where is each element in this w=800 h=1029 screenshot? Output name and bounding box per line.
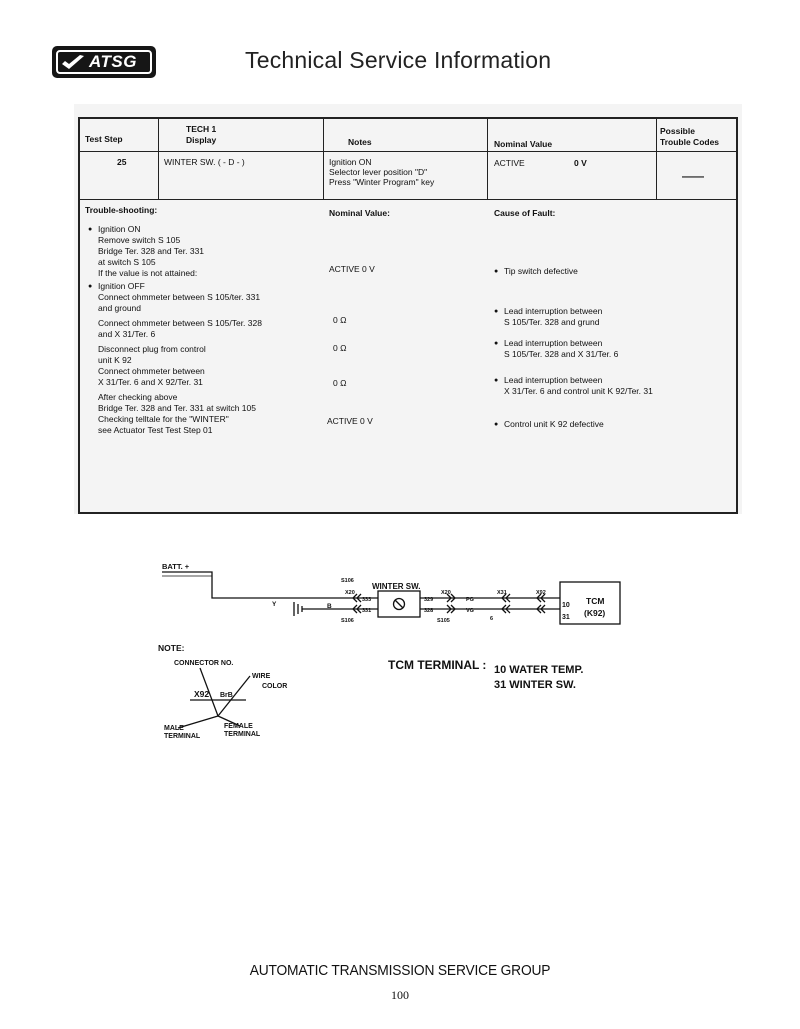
- cause-heading: Cause of Fault:: [494, 208, 556, 218]
- ts-line: Checking telltale for the "WINTER": [98, 414, 229, 424]
- wire-label: WIRE: [252, 673, 271, 680]
- row-note-3: Press "Winter Program" key: [329, 177, 435, 187]
- ts-line: and ground: [98, 303, 142, 313]
- note-leader: [178, 716, 218, 728]
- ts-line: X 31/Ter. 6 and X 92/Ter. 31: [98, 377, 203, 387]
- switch-indicator: [395, 600, 403, 608]
- pin-31: 31: [562, 614, 570, 621]
- ts-line: Connect ohmmeter between S 105/ter. 331: [98, 292, 261, 302]
- page-title: Technical Service Information: [245, 47, 552, 73]
- ts-line: Connect ohmmeter between: [98, 366, 205, 376]
- page-number: 100: [391, 988, 409, 1002]
- cause-line: S 105/Ter. 328 and grund: [504, 317, 600, 327]
- header-tech1: TECH 1: [186, 124, 217, 134]
- term-333: 333: [362, 597, 372, 603]
- ts-line: After checking above: [98, 392, 178, 402]
- tcm-label: TCM: [586, 596, 605, 606]
- s105-label: S105: [437, 618, 450, 624]
- term-6: 6: [490, 616, 494, 622]
- tcm-terminal-31: 31 WINTER SW.: [494, 679, 576, 691]
- brb-label: BrB: [220, 692, 233, 699]
- ts-line: at switch S 105: [98, 257, 156, 267]
- male-label: MALE: [164, 725, 184, 732]
- cause-line: ● Lead interruption between: [504, 306, 602, 317]
- ts-line: Bridge Ter. 328 and Ter. 331 at switch 105: [98, 403, 256, 413]
- nominal-value: 0 Ω: [333, 343, 347, 353]
- nominal-value: 0 Ω: [333, 378, 347, 388]
- logo-text: ATSG: [89, 52, 137, 71]
- troubleshooting-heading: Trouble-shooting:: [85, 205, 158, 215]
- wire-b-label: B: [327, 603, 332, 610]
- ts-line: If the value is not attained:: [98, 268, 198, 278]
- wire-vg: VG: [466, 608, 474, 614]
- x31-label: X31: [497, 590, 507, 596]
- header-possible: Possible: [660, 126, 695, 136]
- cause-line: X 31/Ter. 6 and control unit K 92/Ter. 31: [504, 386, 653, 396]
- nominal-value: 0 Ω: [333, 315, 347, 325]
- header-trouble-codes: Trouble Codes: [660, 137, 720, 147]
- cause-line: S 105/Ter. 328 and X 31/Ter. 6: [504, 349, 619, 359]
- ts-line: see Actuator Test Test Step 01: [98, 425, 213, 435]
- header-notes: Notes: [348, 137, 372, 147]
- ts-line: Remove switch S 105: [98, 235, 181, 245]
- cause-line: ● Lead interruption between: [504, 375, 602, 386]
- footer-org: AUTOMATIC TRANSMISSION SERVICE GROUP: [249, 962, 551, 979]
- row-nominal-volts: 0 V: [574, 158, 587, 168]
- cause-line: ● Control unit K 92 defective: [504, 419, 604, 430]
- ts-line: Disconnect plug from control: [98, 344, 206, 354]
- nominal-value-heading: Nominal Value:: [329, 208, 390, 218]
- term-329: 329: [424, 597, 434, 603]
- ts-line: ● Ignition OFF: [98, 281, 145, 292]
- ts-line: Bridge Ter. 328 and Ter. 331: [98, 246, 205, 256]
- color-label: COLOR: [262, 683, 288, 690]
- x20-left-label: X20: [345, 590, 355, 596]
- batt-label: BATT. +: [162, 562, 190, 571]
- switch-label: WINTER SW.: [372, 582, 421, 591]
- female-terminal-label: TERMINAL: [224, 731, 261, 738]
- header-display: Display: [186, 135, 217, 145]
- ts-line: and X 31/Ter. 6: [98, 329, 156, 339]
- term-331: 331: [362, 608, 372, 614]
- k92-label: (K92): [584, 608, 606, 618]
- row-note-2: Selector lever position "D": [329, 167, 428, 177]
- pin-10: 10: [562, 602, 570, 609]
- cause-line: ● Lead interruption between: [504, 338, 602, 349]
- x92-label: X92: [536, 590, 546, 596]
- note-label: NOTE:: [158, 643, 185, 653]
- x92-note-label: X92: [194, 689, 210, 699]
- wire-y-label: Y: [272, 601, 277, 608]
- term-328: 328: [424, 608, 434, 614]
- connector-no-label: CONNECTOR NO.: [174, 660, 234, 667]
- tcm-terminal-label: TCM TERMINAL :: [388, 658, 487, 672]
- female-label: FEMALE: [224, 723, 253, 730]
- row-display: WINTER SW. ( - D - ): [164, 157, 245, 167]
- row-trouble-code: ——: [682, 171, 704, 183]
- male-terminal-label: TERMINAL: [164, 733, 201, 740]
- header-nominal: Nominal Value: [494, 139, 553, 149]
- nominal-value: ACTIVE 0 V: [327, 416, 373, 426]
- row-note-1: Ignition ON: [329, 157, 372, 167]
- ts-line: unit K 92: [98, 355, 132, 365]
- ts-line: Connect ohmmeter between S 105/Ter. 328: [98, 318, 262, 328]
- cause-line: ● Tip switch defective: [504, 266, 578, 277]
- row-nominal: ACTIVE: [494, 158, 525, 168]
- s106-bottom-label: S106: [341, 618, 354, 624]
- x20-right-label: X20: [441, 590, 451, 596]
- ts-line: ● Ignition ON: [98, 224, 141, 235]
- header-test-step: Test Step: [85, 134, 123, 144]
- s106-top-label: S106: [341, 578, 354, 584]
- tcm-terminal-10: 10 WATER TEMP.: [494, 664, 584, 676]
- nominal-value: ACTIVE 0 V: [329, 264, 375, 274]
- row-step: 25: [117, 157, 127, 167]
- wire-pg: PG: [466, 597, 474, 603]
